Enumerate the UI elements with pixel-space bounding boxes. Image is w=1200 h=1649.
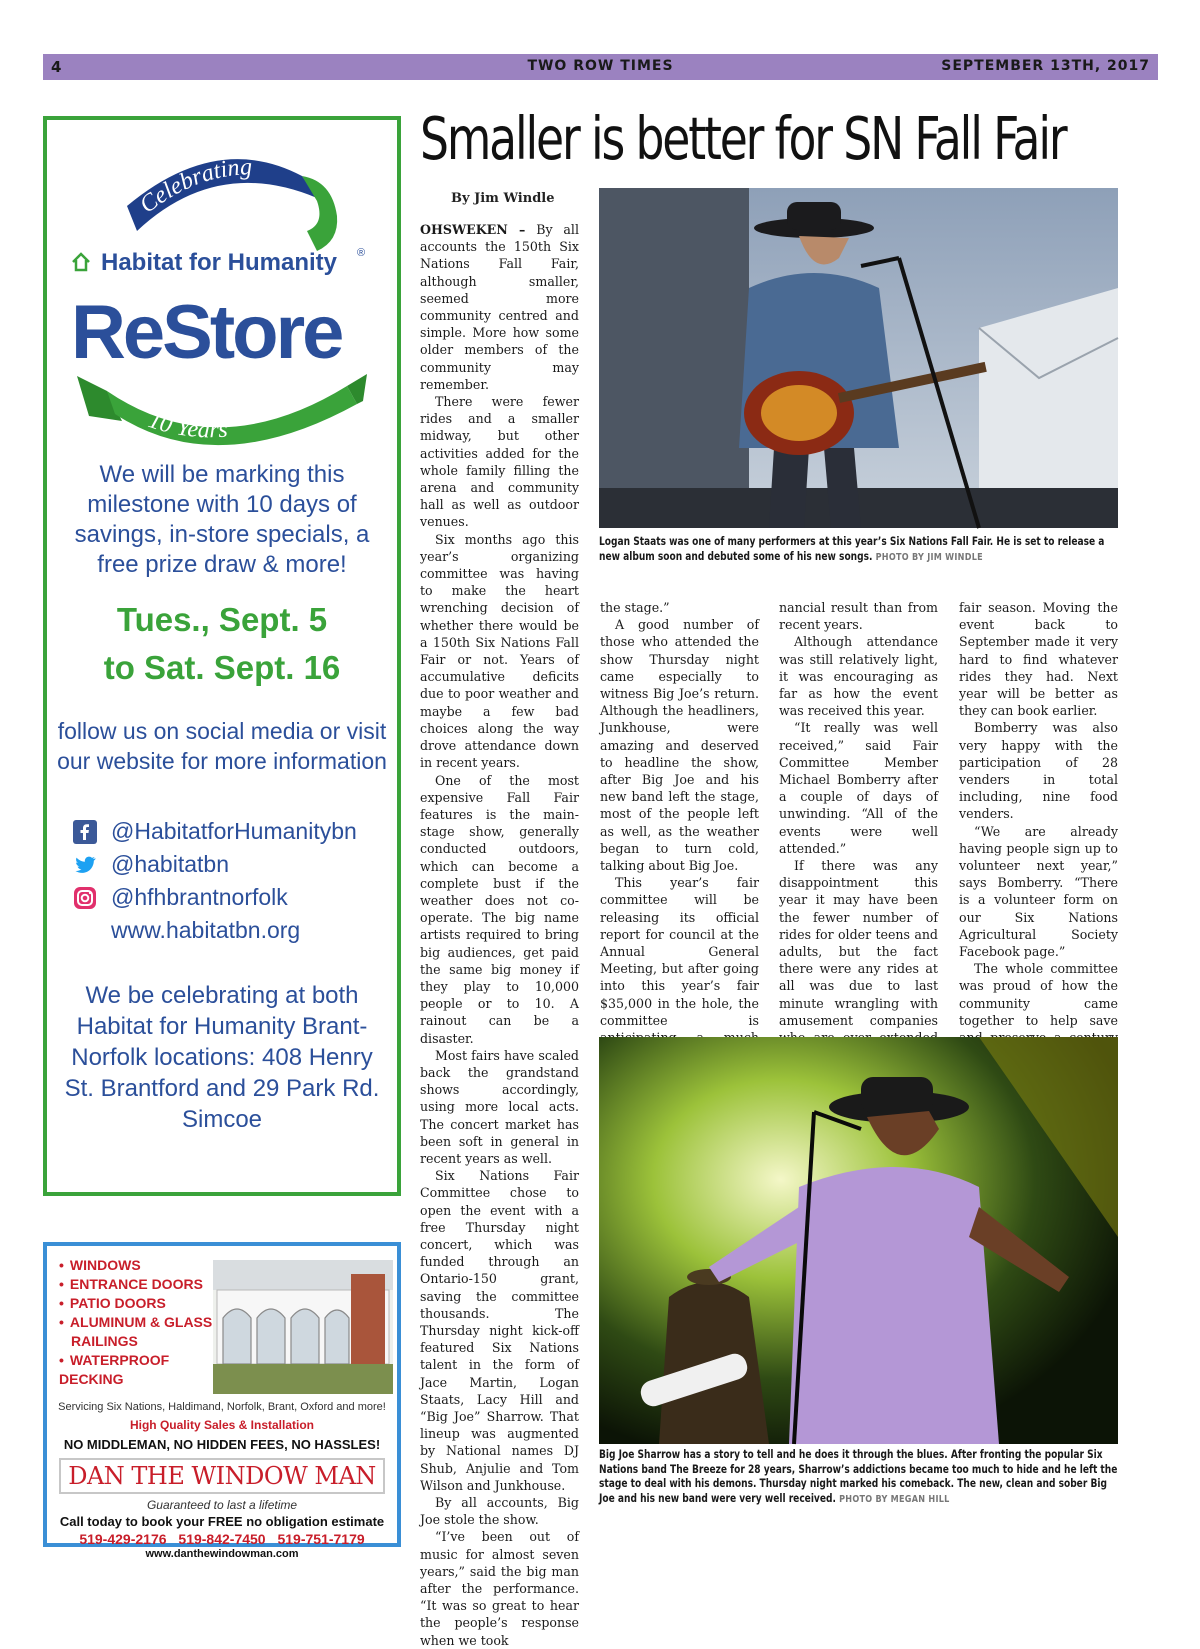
habitat-milestone-text: We will be marking this milestone with 10 days of savings, in-store specials, a free prize draw & more! xyxy=(74,461,370,578)
article-paragraph: nancial result than from recent years. xyxy=(779,600,938,633)
svg-text:Celebrating xyxy=(135,154,252,218)
dateline: OHSWEKEN – xyxy=(420,222,526,237)
article-paragraph: Six Nations Fair Committee chose to open the event with a free Thursday night concert, which was funded through an Ontario-150 grant, saving the committee thousands. The Thursday night kick-off featured Six Nations talent in the form of Jace Martin, Logan Staats, Lacy Hill and “Big Joe” Sharrow. That lineup was augmented by National names DJ Shub, Anjulie and Tom Wilson and Junkhouse. xyxy=(420,1168,579,1493)
article-paragraph: The whole committee was proud of how the community came together to help save xyxy=(959,961,1118,1028)
facebook-link[interactable] xyxy=(73,815,393,848)
article-paragraph: One of the most expensive Fall Fair features is the main-stage show, generally conducted outdoors, which can become a complete bust if the weather does not co-operate. The big name artists required to bring big audiences, get paid the same big money if they play to 10,000 people or to 10. A rainout can be a disaster. xyxy=(420,772,579,1046)
restore-logo xyxy=(67,136,377,446)
service-area-text: Servicing Six Nations, Haldimand, Norfolk, Brant, Oxford and more! xyxy=(58,1401,386,1413)
instagram-handle: @hfhbrantnorfolk xyxy=(111,884,288,910)
article-column-4 xyxy=(959,599,1118,1098)
product-list xyxy=(59,1256,229,1389)
guarantee-text: Guaranteed to last a lifetime xyxy=(146,1498,298,1512)
facebook-icon xyxy=(73,820,97,844)
article-column-3 xyxy=(779,599,938,1063)
article-column-2 xyxy=(600,599,759,1063)
restore-wordmark: ReStore xyxy=(71,290,342,375)
article-paragraph: “We are already having people sign up to volunteer next year,” says Bomberry. “There is a volunteer form on our Six Nations Agricultural Society Facebook page.” xyxy=(959,823,1118,960)
brand-frame xyxy=(59,1458,385,1494)
article-paragraph: the stage.” xyxy=(600,600,670,615)
no-middleman-text: NO MIDDLEMAN, NO HIDDEN FEES, NO HASSLES! xyxy=(63,1437,381,1452)
article-paragraph: Although attendance was still relatively light, it was encouraging as far as how the event was received this year. xyxy=(779,634,938,719)
call-to-action: Call today to book your FREE no obligation estimate xyxy=(59,1514,385,1529)
article-paragraph: “It really was well received,” said Fair Committee Member Michael Bomberry after a couple of days of unwinding. “All of the events were well attended.” xyxy=(779,720,938,856)
page-number: 4 xyxy=(51,58,63,76)
twitter-link[interactable] xyxy=(73,848,393,881)
twitter-handle: @habitatbn xyxy=(111,851,229,877)
celebrating-text: Celebrating xyxy=(135,154,253,219)
article-paragraph: “I’ve been out of music for almost seven years,” said the big man after the performance. “It was so great to hear the people’s response when we took xyxy=(420,1529,579,1648)
habitat-follow-text: follow us on social media or visit our website for more information xyxy=(57,718,387,774)
habitat-brand: Habitat for Humanity xyxy=(101,249,338,276)
product-item: • WINDOWS xyxy=(59,1257,141,1273)
article-column-1 xyxy=(420,221,579,1649)
window-man-brand: DAN THE WINDOW MAN xyxy=(68,1462,376,1490)
habitat-restore-ad[interactable] xyxy=(43,116,401,1196)
big-joe-sharrow-photo xyxy=(599,1037,1118,1444)
article-paragraph: This year’s fair committee will be releasing its official report for council at the Annual General Meeting, but after going into this year’s fair $35,000 in the hole, the committee is xyxy=(600,875,759,1028)
instagram-link[interactable] xyxy=(73,881,393,914)
article-paragraph: A good number of those who attended the show Thursday night came especially to witness Big Joe’s return. Although the headliners, Junkhouse, were amazing and deserved to headline the show, after Big Joe and his new band left the stage, most of the people left as well, as the weather began to turn cold, talking about Big Joe. xyxy=(600,617,759,874)
article-paragraph: There were fewer rides and a smaller midway, but other activities added for the whole family filling the arena and community hall as well as outdoor venues. xyxy=(420,394,579,530)
habitat-locations-text: We be celebrating at both Habitat for Humanity Brant-Norfolk locations: 408 Henry St. Brantford and 29 Park Rd. Simcoe xyxy=(64,982,380,1133)
habitat-dates xyxy=(57,596,387,692)
product-item: • ALUMINUM & GLASS xyxy=(59,1314,213,1330)
instagram-icon xyxy=(73,886,97,910)
svg-text:10 Years xyxy=(145,407,228,443)
high-quality-text: High Quality Sales & Installation xyxy=(129,1418,315,1432)
dates-line-1: Tues., Sept. 5 xyxy=(116,601,328,638)
photo-caption-2: Big Joe Sharrow has a story to tell and he does it through the blues. After fronting the popular Six Nations band The Breeze for 28 years, Sharrow’s addictions became too much to hide and he left the stage to deal with his demons. Thursday night marked his comeback. The new, clean and sober Big Joe and his new band were very well received. PHOTO BY MEGAN HILL xyxy=(599,1448,1118,1505)
article-paragraph: OHSWEKEN – By all accounts the 150th Six Nations Fall Fair, although smaller, seemed more community centred and simple. More how some older members of the community may remember. xyxy=(420,222,579,392)
phone-numbers[interactable]: 519-429-2176 519-842-7450 519-751-7179 xyxy=(79,1531,365,1547)
product-item: • PATIO DOORS xyxy=(59,1295,166,1311)
social-links xyxy=(73,815,393,947)
facebook-handle: @HabitatforHumanitybn xyxy=(111,818,357,844)
registered-mark: ® xyxy=(357,247,366,259)
twitter-icon xyxy=(73,853,97,877)
habitat-website-link[interactable]: www.habitatbn.org xyxy=(111,917,301,943)
window-man-ad[interactable] xyxy=(43,1242,401,1560)
article-headline: Smaller is better for SN Fall Fair xyxy=(420,104,1066,173)
article-paragraph: fair season. Moving the event back to September made it very hard to find whatever rides they had. Next year will be better as they can book earlier. xyxy=(959,600,1118,719)
ten-years-text: 10 Years xyxy=(145,407,229,444)
article-paragraph: Most fairs have scaled back the grandstand shows accordingly, using more local acts. The concert market has been soft in general in recent years as well. xyxy=(420,1047,579,1166)
photo-credit-1: PHOTO BY JIM WINDLE xyxy=(875,551,983,563)
product-item: RAILINGS xyxy=(71,1333,138,1349)
page-header-bar xyxy=(43,54,1158,80)
product-item: • ENTRANCE DOORS xyxy=(59,1276,203,1292)
dates-line-2: to Sat. Sept. 16 xyxy=(103,649,341,686)
photo-credit-2: PHOTO BY MEGAN HILL xyxy=(839,1493,950,1505)
article-paragraph: Six months ago this year’s organizing committee was having to make the heart wrenching decision of whether there would be a 150th Six Nations Fall Fair or not. Years of accumulative deficits due to poor weather and maybe a few bad choices along the way drove attendance down in recent years. xyxy=(420,531,579,771)
sunroom-photo xyxy=(213,1260,393,1394)
photo-caption-1: Logan Staats was one of many performers at this year’s Six Nations Fall Fair. He is set to release a new album soon and debuted some of his new songs. PHOTO BY JIM WINDLE xyxy=(599,535,1105,563)
window-man-website[interactable]: www.danthewindowman.com xyxy=(145,1548,299,1560)
product-item: • WATERPROOF DECKING xyxy=(59,1352,170,1387)
publication-name: TWO ROW TIMES xyxy=(527,58,674,74)
issue-date: SEPTEMBER 13TH, 2017 xyxy=(941,58,1150,74)
logan-staats-photo xyxy=(599,188,1118,528)
article-paragraph: Bomberry was also very happy with the participation of 28 venders in total including, nine food venders. xyxy=(959,720,1118,822)
article-paragraph: By all accounts, Big Joe stole the show. xyxy=(420,1495,579,1528)
article-paragraph: If there was any disappointment this year it may have been the fewer number of rides for older teens and adults, but the fact there were any rides at all was due to last minute wrangling with amusement companies xyxy=(779,858,938,1028)
article-byline: By Jim Windle xyxy=(451,191,555,206)
